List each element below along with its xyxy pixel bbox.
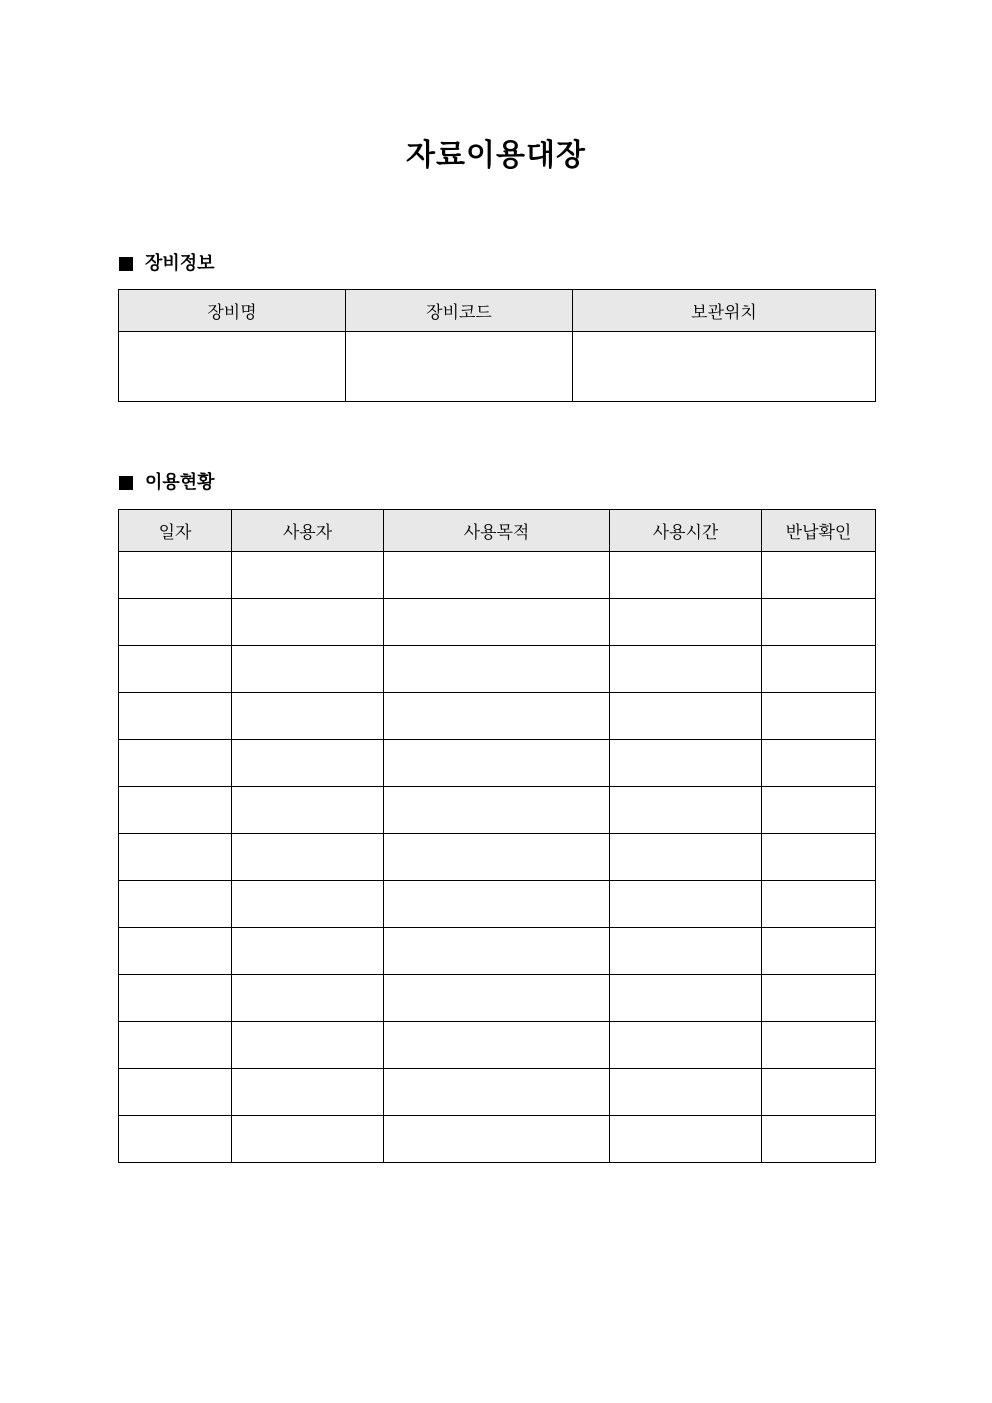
column-header-date: 일자 (119, 510, 232, 552)
date-cell[interactable] (119, 599, 232, 646)
date-cell[interactable] (119, 1116, 232, 1163)
return-check-cell[interactable] (762, 1069, 876, 1116)
table-row (119, 646, 876, 693)
user-cell[interactable] (232, 834, 384, 881)
table-row (119, 1069, 876, 1116)
return-check-cell[interactable] (762, 1116, 876, 1163)
column-header-equipment-name: 장비명 (119, 290, 346, 332)
usage-time-cell[interactable] (610, 693, 762, 740)
return-check-cell[interactable] (762, 975, 876, 1022)
equipment-section-title: 장비정보 (145, 253, 215, 274)
usage-time-cell[interactable] (610, 1069, 762, 1116)
date-cell[interactable] (119, 975, 232, 1022)
purpose-cell[interactable] (384, 693, 610, 740)
date-cell[interactable] (119, 552, 232, 599)
table-row (119, 928, 876, 975)
date-cell[interactable] (119, 787, 232, 834)
usage-time-cell[interactable] (610, 1022, 762, 1069)
purpose-cell[interactable] (384, 1022, 610, 1069)
usage-time-cell[interactable] (610, 834, 762, 881)
table-row (119, 834, 876, 881)
purpose-cell[interactable] (384, 552, 610, 599)
date-cell[interactable] (119, 928, 232, 975)
equipment-code-cell[interactable] (346, 332, 573, 402)
table-row (119, 693, 876, 740)
user-cell[interactable] (232, 1069, 384, 1116)
usage-section-title: 이용현황 (145, 472, 215, 493)
purpose-cell[interactable] (384, 646, 610, 693)
user-cell[interactable] (232, 1022, 384, 1069)
table-row (119, 881, 876, 928)
purpose-cell[interactable] (384, 1116, 610, 1163)
equipment-info-table (118, 289, 876, 402)
purpose-cell[interactable] (384, 787, 610, 834)
purpose-cell[interactable] (384, 740, 610, 787)
table-row (119, 552, 876, 599)
return-check-cell[interactable] (762, 693, 876, 740)
page-title: 자료이용대장 (406, 138, 586, 173)
usage-time-cell[interactable] (610, 975, 762, 1022)
return-check-cell[interactable] (762, 787, 876, 834)
equipment-name-cell[interactable] (119, 332, 346, 402)
date-cell[interactable] (119, 693, 232, 740)
column-header-storage-location: 보관위치 (573, 290, 876, 332)
date-cell[interactable] (119, 881, 232, 928)
square-bullet-icon (119, 476, 133, 490)
user-cell[interactable] (232, 646, 384, 693)
column-header-user: 사용자 (232, 510, 384, 552)
usage-time-cell[interactable] (610, 646, 762, 693)
return-check-cell[interactable] (762, 599, 876, 646)
equipment-header-row (119, 290, 876, 332)
usage-section-heading (119, 471, 215, 495)
table-row (119, 1116, 876, 1163)
column-header-purpose: 사용목적 (384, 510, 610, 552)
column-header-return-check: 반납확인 (762, 510, 876, 552)
date-cell[interactable] (119, 1069, 232, 1116)
date-cell[interactable] (119, 1022, 232, 1069)
table-row (119, 740, 876, 787)
user-cell[interactable] (232, 881, 384, 928)
user-cell[interactable] (232, 693, 384, 740)
user-cell[interactable] (232, 787, 384, 834)
table-row (119, 332, 876, 402)
user-cell[interactable] (232, 928, 384, 975)
user-cell[interactable] (232, 740, 384, 787)
purpose-cell[interactable] (384, 928, 610, 975)
usage-time-cell[interactable] (610, 787, 762, 834)
equipment-section-heading (119, 252, 215, 276)
table-row (119, 599, 876, 646)
usage-time-cell[interactable] (610, 740, 762, 787)
return-check-cell[interactable] (762, 834, 876, 881)
date-cell[interactable] (119, 834, 232, 881)
table-row (119, 787, 876, 834)
return-check-cell[interactable] (762, 1022, 876, 1069)
usage-table-body (119, 552, 876, 1163)
column-header-equipment-code: 장비코드 (346, 290, 573, 332)
purpose-cell[interactable] (384, 599, 610, 646)
usage-time-cell[interactable] (610, 599, 762, 646)
purpose-cell[interactable] (384, 975, 610, 1022)
usage-time-cell[interactable] (610, 928, 762, 975)
return-check-cell[interactable] (762, 552, 876, 599)
user-cell[interactable] (232, 1116, 384, 1163)
return-check-cell[interactable] (762, 646, 876, 693)
date-cell[interactable] (119, 646, 232, 693)
return-check-cell[interactable] (762, 740, 876, 787)
usage-status-table (118, 509, 876, 1163)
purpose-cell[interactable] (384, 1069, 610, 1116)
table-row (119, 975, 876, 1022)
usage-header-row (119, 510, 876, 552)
return-check-cell[interactable] (762, 928, 876, 975)
storage-location-cell[interactable] (573, 332, 876, 402)
table-row (119, 1022, 876, 1069)
date-cell[interactable] (119, 740, 232, 787)
purpose-cell[interactable] (384, 834, 610, 881)
usage-time-cell[interactable] (610, 881, 762, 928)
usage-time-cell[interactable] (610, 552, 762, 599)
usage-time-cell[interactable] (610, 1116, 762, 1163)
column-header-usage-time: 사용시간 (610, 510, 762, 552)
user-cell[interactable] (232, 599, 384, 646)
user-cell[interactable] (232, 975, 384, 1022)
square-bullet-icon (119, 257, 133, 271)
return-check-cell[interactable] (762, 881, 876, 928)
user-cell[interactable] (232, 552, 384, 599)
purpose-cell[interactable] (384, 881, 610, 928)
